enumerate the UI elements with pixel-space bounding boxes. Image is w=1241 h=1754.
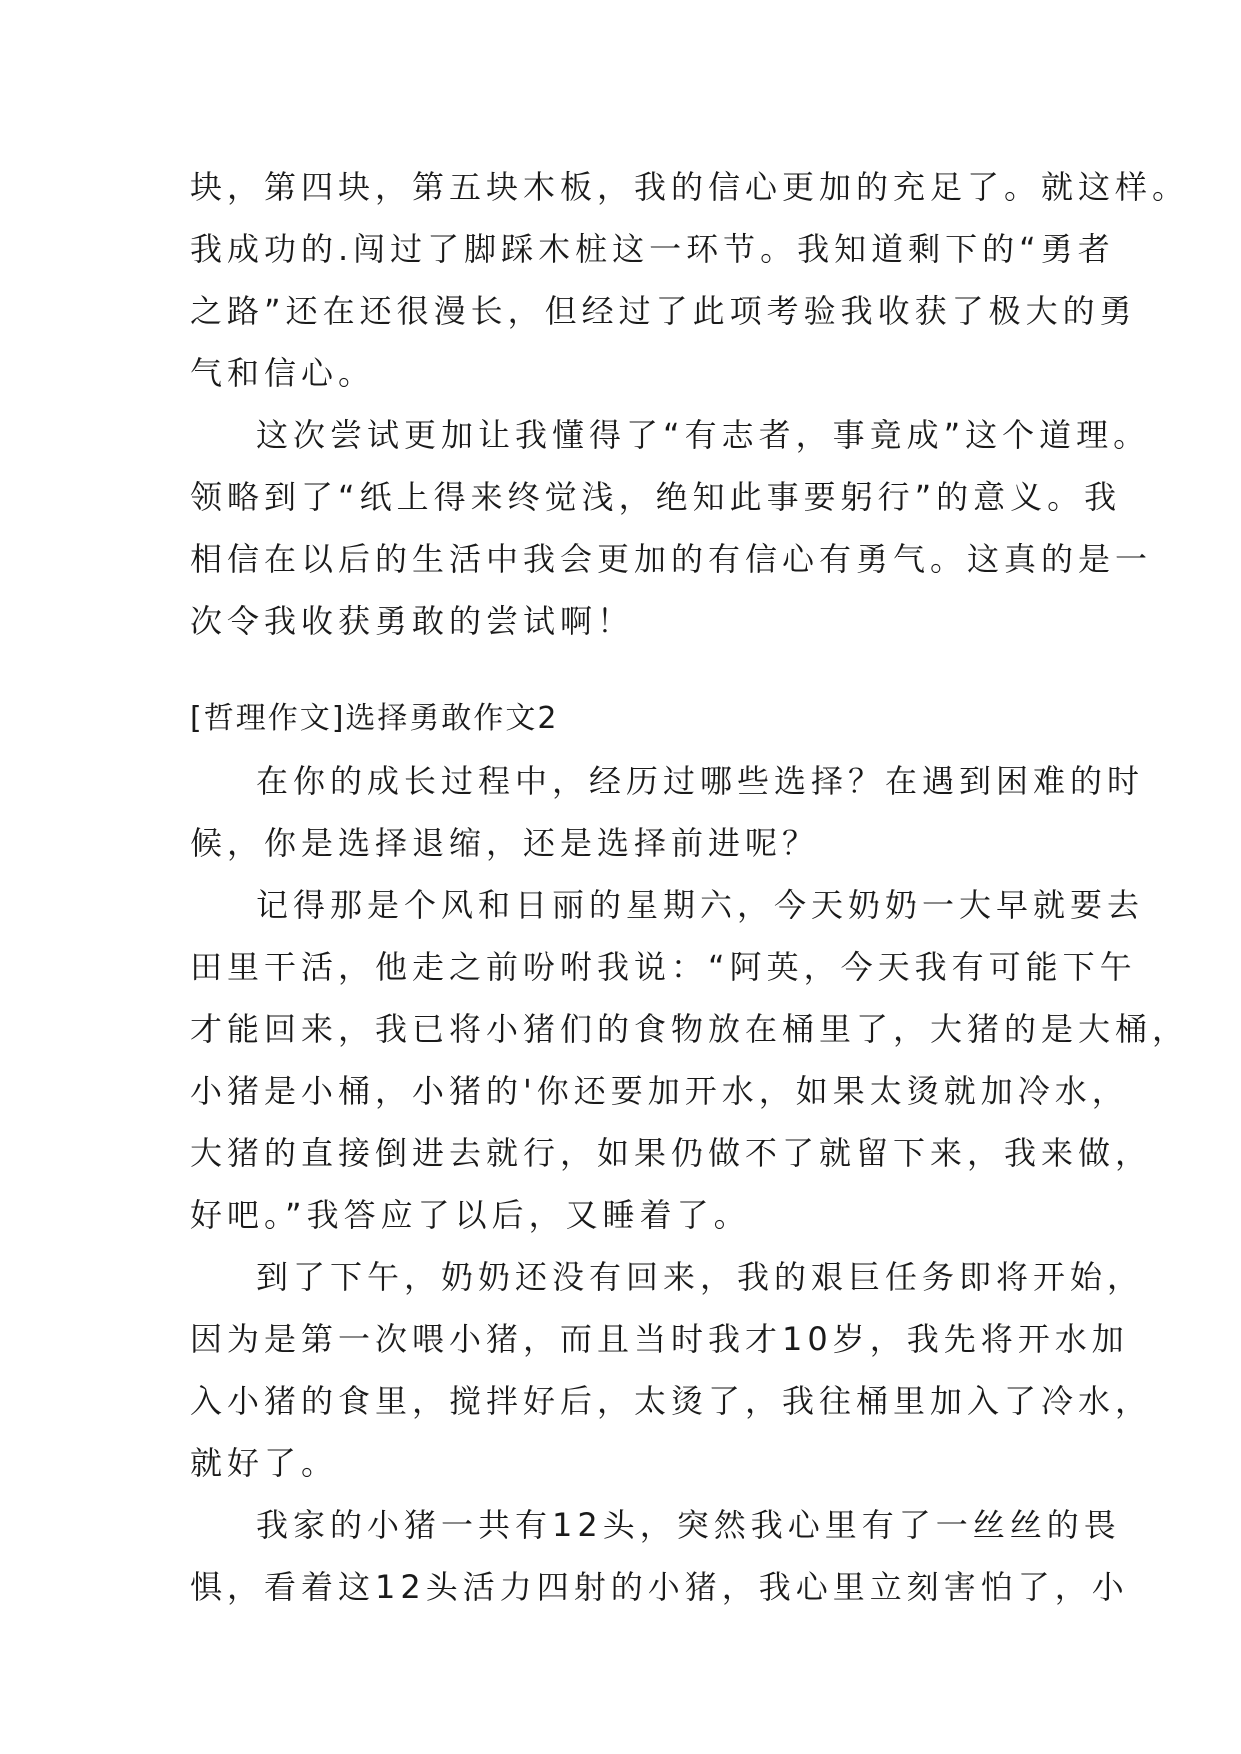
text-line: 次令我收获勇敢的尝试啊！ bbox=[190, 602, 635, 640]
text-line: 我家的小猪一共有12头，突然我心里有了一丝丝的畏 bbox=[256, 1506, 1121, 1544]
paragraph bbox=[190, 1246, 1153, 1494]
text-line: 气和信心。 bbox=[190, 354, 376, 392]
text-line: 相信在以后的生活中我会更加的有信心有勇气。这真的是一 bbox=[190, 540, 1153, 578]
text-line: 领略到了“纸上得来终觉浅，绝知此事要躬行”的意义。我 bbox=[190, 478, 1122, 516]
text-line: 这次尝试更加让我懂得了“有志者，事竟成”这个道理。 bbox=[256, 416, 1151, 454]
paragraph bbox=[190, 156, 1190, 404]
text-line: 惧，看着这12头活力四射的小猪，我心里立刻害怕了，小 bbox=[190, 1568, 1129, 1606]
document-body bbox=[190, 156, 1190, 1618]
text-line: 块，第四块，第五块木板，我的信心更加的充足了。就这样。 bbox=[190, 168, 1190, 206]
section-spacer bbox=[190, 652, 1070, 688]
text-line: 我成功的.闯过了脚踩木桩这一环节。我知道剩下的“勇者 bbox=[190, 230, 1115, 268]
text-line: 小猪是小桶，小猪的'你还要加开水，如果太烫就加冷水， bbox=[190, 1072, 1129, 1110]
paragraph bbox=[190, 404, 1153, 652]
text-line: 到了下午，奶奶还没有回来，我的艰巨任务即将开始， bbox=[256, 1258, 1145, 1296]
text-line: 记得那是个风和日丽的星期六，今天奶奶一大早就要去 bbox=[256, 886, 1145, 924]
text-line: 之路”还在还很漫长，但经过了此项考验我收获了极大的勇 bbox=[190, 292, 1137, 330]
text-line: 在你的成长过程中，经历过哪些选择？在遇到困难的时 bbox=[256, 762, 1145, 800]
section-title: [哲理作文]选择勇敢作文2 bbox=[190, 701, 559, 736]
paragraph bbox=[190, 874, 1190, 1246]
text-line: 田里干活，他走之前吩咐我说：“阿英，今天我有可能下午 bbox=[190, 948, 1137, 986]
text-line: 候，你是选择退缩，还是选择前进呢？ bbox=[190, 824, 820, 862]
text-line: 就好了。 bbox=[190, 1444, 339, 1482]
text-line: 才能回来，我已将小猪们的食物放在桶里了，大猪的是大桶， bbox=[190, 1010, 1190, 1048]
paragraph bbox=[190, 1494, 1129, 1618]
text-line: 因为是第一次喂小猪，而且当时我才10岁，我先将开水加 bbox=[190, 1320, 1129, 1358]
paragraph bbox=[190, 750, 1145, 874]
text-line: 大猪的直接倒进去就行，如果仍做不了就留下来，我来做， bbox=[190, 1134, 1153, 1172]
text-line: 好吧。”我答应了以后，又睡着了。 bbox=[190, 1196, 751, 1234]
text-line: 入小猪的食里，搅拌好后，太烫了，我往桶里加入了冷水， bbox=[190, 1382, 1153, 1420]
